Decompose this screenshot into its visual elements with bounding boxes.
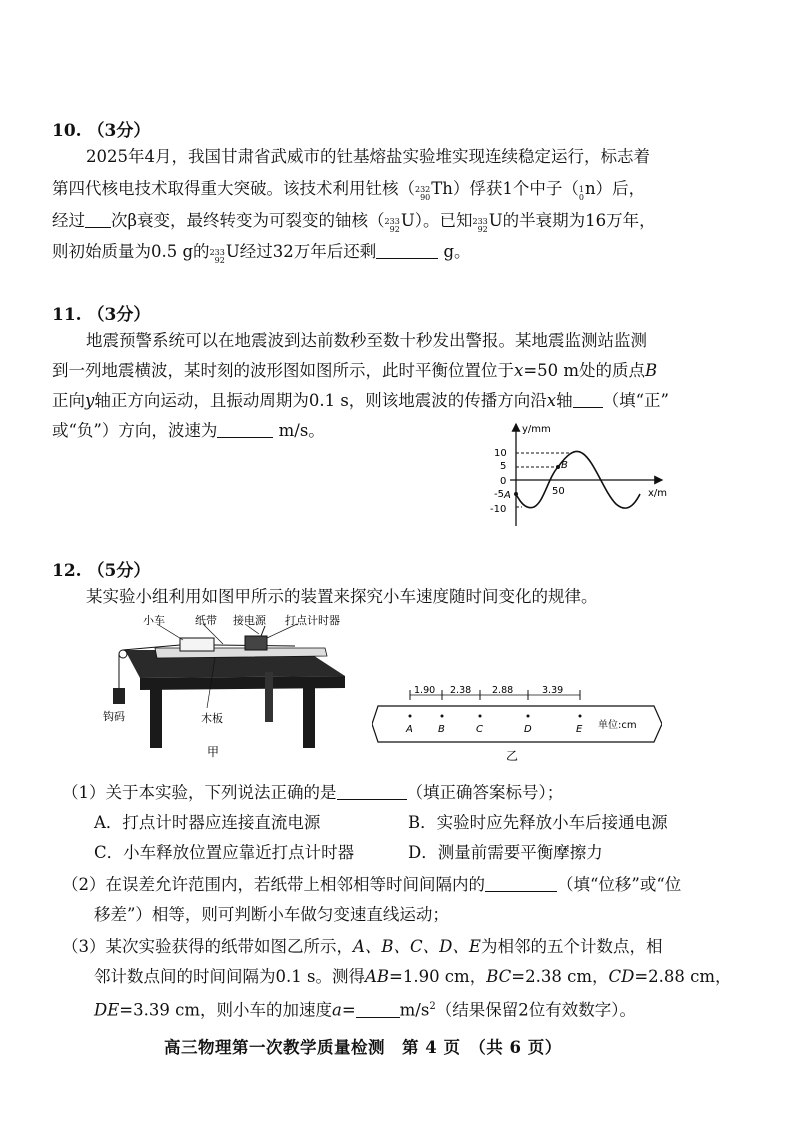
dot-c [479,715,482,718]
y-tick-minus10: -10 [490,504,507,515]
table-leg-front-right [303,686,315,748]
pulley [119,650,127,658]
q10-line4 [52,241,471,265]
q11-l3f: （填“正” [602,391,669,410]
q11-score: （3分） [87,305,151,325]
q11-l2c: =50 m处的质点 [523,361,646,380]
q12-blank-part2[interactable] [485,875,557,892]
n-z: 0 [578,193,585,202]
q12-p1a: （1）关于本实验，下列说法正确的是 [62,783,337,802]
u-mass-1: 233 [384,217,400,226]
q12-p3n: = [341,1000,356,1020]
q12-p3o: m/s [399,1000,430,1020]
figure-yi-tape [372,682,662,762]
th-symbol: Th [431,179,453,198]
unit-label: 单位:cm [598,720,637,731]
q10-l3c: ）。已知 [414,211,473,230]
point-b: B [438,724,445,735]
caption-yi: 乙 [506,749,519,762]
q12-p3p: 2 [429,1001,436,1012]
u-numbers-3 [210,249,225,265]
option-a: A．打点计时器应连接直流电源 [94,813,321,832]
n-mass: 1 [578,185,585,194]
q11-line1: 地震预警系统可以在地震波到达前数秒至数十秒发出警报。某地震监测站监测 [86,331,647,350]
q12-p3j: =2.88 cm， [634,967,732,986]
u-z-2: 92 [477,225,488,234]
label-car: 小车 [143,614,165,627]
hook-weight [113,688,125,704]
q10-line2 [52,178,645,202]
figure-jia-apparatus [95,612,360,762]
q12-blank-acceleration[interactable] [356,1001,400,1018]
q11-l3c: 轴正方向运动，且振动周期为0.1 s，则该地震波的传播方向沿 [94,391,547,410]
q12-p3q: （结果保留2位有效数字）。 [435,1000,636,1020]
point-d: D [524,724,532,735]
table-leg-back [265,672,273,722]
q10-l3b: 次β衰变，最终转变为可裂变的铀核（ [111,211,385,230]
q10-l4b: U经过32万年后还剩 [225,242,377,261]
y-tick-minus5: -5 [494,489,504,500]
q12-intro: 某实验小组利用如图甲所示的装置来探究小车速度随时间变化的规律。 [86,587,598,606]
q11-l2d: B [645,361,658,380]
dot-a [409,715,412,718]
q10-score: （3分） [87,121,151,141]
th-nucleus-numbers [415,186,430,202]
caption-jia: 甲 [207,745,220,759]
gap-cd: 2.88 [492,685,514,696]
u-numbers-1 [385,218,400,234]
q11-number: 11. [52,305,82,325]
label-tape: 纸带 [195,614,217,627]
q11-line4 [52,420,325,442]
q12-part3-line3 [94,996,636,1022]
wave-graph [490,418,680,530]
q12-score: （5分） [87,561,151,581]
label-timer: 打点计时器 [285,614,340,627]
q10-l3d: U的半衰期为16万年， [488,211,656,230]
q10-l4c: g。 [443,242,471,261]
gap-ab: 1.90 [414,685,436,696]
power-lead [261,626,265,636]
q11-l3e: 轴 [556,391,573,410]
option-b: B．实验时应先释放小车后接通电源 [408,813,668,832]
q11-l4b: m/s。 [278,421,325,440]
label-power: 接电源 [233,614,266,627]
th-mass: 232 [415,185,431,194]
q12-p3l: =3.39 cm，则小车的加速度 [119,1000,332,1020]
q12-number: 12. [52,561,82,581]
point-b-dot [556,465,560,469]
q12-p3k: DE [94,1000,120,1020]
q12-blank-part1[interactable] [337,783,407,800]
q11-l3d: x [546,391,557,410]
q11-header [52,300,150,325]
q12-part3-line1 [62,936,662,958]
q10-number: 10. [52,121,82,141]
x-tick-50: 50 [552,486,565,497]
page-footer: 高三物理第一次教学质量检测 第 4 页 （共 6 页） [164,1038,562,1057]
u-numbers-2 [472,218,487,234]
q10-l2b: ）俘获1个中子（ [452,179,579,198]
q11-blank-speed[interactable] [217,421,273,438]
q12-p3a: （3）某次实验获得的纸带如图乙所示， [62,937,353,956]
u-z-3: 92 [214,256,225,265]
q12-p3b: A、B、C、D、E [353,937,481,956]
point-b-label: B [561,460,568,471]
q10-l2c: ）后， [595,179,646,198]
q12-part2-line2: 移差”）相等，则可判断小车做匀变速直线运动； [94,905,449,924]
q12-p3i: CD [608,967,635,986]
q12-part1 [62,782,563,804]
q10-blank-decay-count[interactable] [85,211,111,228]
point-e: E [576,724,583,735]
q10-header [52,116,150,141]
label-board: 木板 [201,712,223,725]
y-tick-10: 10 [494,448,507,459]
point-c: C [476,724,483,735]
q10-blank-mass[interactable] [376,242,438,259]
q10-l3a: 经过 [52,211,85,230]
q12-p3d: 邻计数点间的时间间隔为0.1 s。测得 [94,967,365,986]
n-symbol: n [585,179,596,198]
u-symbol-1: U [400,211,415,230]
x-axis-label: x/m [648,488,668,499]
q10-line1: 2025年4月，我国甘肃省武威市的钍基熔盐实验堆实现连续稳定运行，标志着 [86,147,650,166]
q11-line2 [52,360,657,382]
dot-e [579,715,582,718]
y-tick-0: 0 [500,476,507,487]
q12-p3g: BC [486,967,512,986]
th-z: 90 [420,193,431,202]
q12-p3h: =2.38 cm， [511,967,609,986]
dot-d [527,715,530,718]
q11-blank-direction[interactable] [573,391,603,408]
q11-l2b: x [514,361,524,380]
q10-line3 [52,210,656,234]
gap-bc: 2.38 [450,685,472,696]
cart [180,638,214,651]
u-mass-2: 233 [472,217,488,226]
y-tick-5: 5 [500,461,507,472]
q11-l3b: y [85,391,95,410]
option-d: D．测量前需要平衡摩擦力 [408,843,603,862]
dot-b [441,715,444,718]
point-a: A [406,724,413,735]
q11-l2a: 到一列地震横波，某时刻的波形图如图所示，此时平衡位置位于 [52,361,514,380]
q11-line3 [52,390,669,412]
u-mass-3: 233 [209,248,225,257]
q12-p3f: =1.90 cm， [389,967,487,986]
q12-p3e: AB [364,967,389,986]
q12-p2b: （填“位移”或“位 [557,875,682,894]
u-z-1: 92 [389,225,400,234]
q12-part3-line2 [94,966,732,988]
q12-header [52,556,150,581]
y-axis-label: y/mm [522,424,551,435]
label-weight: 钩码 [103,710,125,723]
q12-p3m: a [331,1000,342,1020]
q11-l4a: 或“负”）方向，波速为 [52,421,218,440]
q12-p2a: （2）在误差允许范围内，若纸带上相邻相等时间间隔内的 [62,875,485,894]
n-numbers [579,186,584,202]
point-a-dot [514,492,518,496]
q10-l2a: 第四代核电技术取得重大突破。该技术利用钍核（ [52,179,415,198]
q12-p3c: 为相邻的五个计数点，相 [480,937,663,956]
gap-de: 3.39 [542,685,564,696]
point-a-label: A [504,490,511,501]
q12-part2-line1 [62,874,681,896]
table-leg-front-left [150,688,162,748]
q10-l4a: 则初始质量为0.5 g的 [52,242,210,261]
ticker-timer [245,636,267,650]
q12-p1b: （填正确答案标号）； [406,783,564,802]
option-c: C．小车释放位置应靠近打点计时器 [94,843,355,862]
q11-l3a: 正向 [52,391,85,410]
